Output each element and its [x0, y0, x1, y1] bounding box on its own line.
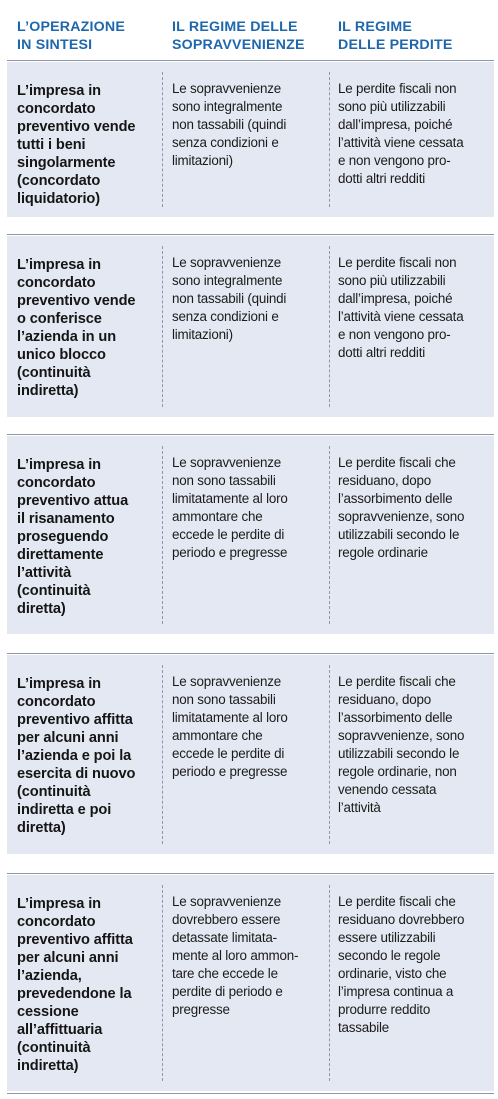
- cell-line: preventivo affitta: [17, 712, 133, 728]
- cell-line: l’attività viene cessata: [338, 135, 464, 150]
- cell-line: utilizzabili secondo le: [338, 746, 460, 761]
- row-separator: [7, 60, 494, 61]
- cell-sopravvenienze: [172, 254, 332, 344]
- cell-line: senza condizioni e: [172, 135, 279, 150]
- table-header: [7, 0, 494, 62]
- cell-line: preventivo vende: [17, 293, 136, 309]
- table-row: [7, 875, 494, 1091]
- cell-line: sono più utilizzabili: [338, 99, 446, 114]
- cell-line: l’attività: [338, 800, 381, 815]
- cell-line: ordinarie, visto che: [338, 966, 447, 981]
- cell-line: l’attività: [17, 565, 72, 581]
- cell-line: tare che eccede le: [172, 966, 278, 981]
- cell-line: direttamente: [17, 547, 104, 563]
- cell-line: (continuità: [17, 365, 91, 381]
- cell-line: detassate limitata-: [172, 930, 277, 945]
- cell-line: senza condizioni e: [172, 309, 279, 324]
- cell-line: Le perdite fiscali che: [338, 455, 456, 470]
- cell-line: indiretta): [17, 383, 79, 399]
- cell-line: (continuità: [17, 784, 91, 800]
- cell-line: il risanamento: [17, 511, 115, 527]
- cell-line: perdite di periodo e: [172, 984, 283, 999]
- cell-line: proseguendo: [17, 529, 109, 545]
- cell-line: diretta): [17, 601, 66, 617]
- cell-line: (concordato: [17, 173, 101, 189]
- cell-sopravvenienze: [172, 893, 332, 1019]
- cell-line: l’azienda e poi la: [17, 748, 132, 764]
- cell-line: l’azienda,: [17, 968, 82, 984]
- cell-operazione: [17, 456, 159, 618]
- header-perdite: [338, 18, 488, 54]
- cell-line: tutti i beni: [17, 137, 86, 153]
- table-row: [7, 655, 494, 854]
- cell-line: indiretta e poi: [17, 802, 112, 818]
- header-line: IL REGIME DELLE: [172, 19, 298, 35]
- cell-line: Le perdite fiscali non: [338, 81, 457, 96]
- cell-line: per alcuni anni: [17, 950, 119, 966]
- cell-perdite: [338, 454, 488, 562]
- cell-line: periodo e pregresse: [172, 764, 288, 779]
- cell-line: concordato: [17, 275, 96, 291]
- cell-line: dotti altri redditi: [338, 171, 425, 186]
- cell-line: non sono tassabili: [172, 473, 276, 488]
- cell-line: ammontare che: [172, 509, 263, 524]
- cell-line: essere utilizzabili: [338, 930, 436, 945]
- cell-line: limitazioni): [172, 153, 233, 168]
- cell-line: regole ordinarie, non: [338, 764, 457, 779]
- cell-line: Le sopravvenienze: [172, 81, 282, 96]
- cell-line: secondo le regole: [338, 948, 441, 963]
- cell-line: non sono tassabili: [172, 692, 276, 707]
- cell-line: L’impresa in: [17, 896, 101, 912]
- cell-line: (continuità: [17, 1040, 91, 1056]
- cell-line: periodo e pregresse: [172, 545, 288, 560]
- cell-line: (continuità: [17, 583, 91, 599]
- cell-sopravvenienze: [172, 454, 332, 562]
- cell-line: e non vengono pro-: [338, 327, 451, 342]
- cell-perdite: [338, 254, 488, 362]
- cell-line: L’impresa in: [17, 457, 101, 473]
- cell-line: residuano, dopo: [338, 692, 432, 707]
- cell-line: sopravvenienze, sono: [338, 728, 465, 743]
- column-divider: [162, 446, 163, 624]
- cell-line: l’assorbimento delle: [338, 710, 453, 725]
- cell-line: cessione: [17, 1004, 79, 1020]
- cell-line: concordato: [17, 694, 96, 710]
- column-divider: [162, 72, 163, 207]
- row-separator: [7, 873, 494, 874]
- cell-line: concordato: [17, 914, 96, 930]
- cell-line: diretta): [17, 820, 66, 836]
- row-separator: [7, 234, 494, 235]
- cell-line: preventivo vende: [17, 119, 136, 135]
- cell-line: produrre reddito: [338, 1002, 431, 1017]
- header-line: L’OPERAZIONE: [17, 19, 126, 35]
- cell-line: sono integralmente: [172, 99, 283, 114]
- cell-line: residuano, dopo: [338, 473, 432, 488]
- cell-line: indiretta): [17, 1058, 79, 1074]
- table-row: [7, 62, 494, 217]
- cell-line: eccede le perdite di: [172, 746, 285, 761]
- cell-line: residuano dovrebbero: [338, 912, 465, 927]
- cell-line: Le perdite fiscali che: [338, 894, 456, 909]
- cell-perdite: [338, 673, 488, 817]
- cell-line: dall’impresa, poiché: [338, 291, 453, 306]
- cell-line: Le sopravvenienze: [172, 894, 282, 909]
- header-line: DELLE PERDITE: [338, 37, 453, 53]
- cell-line: Le sopravvenienze: [172, 255, 282, 270]
- cell-line: Le sopravvenienze: [172, 455, 282, 470]
- column-divider: [162, 885, 163, 1081]
- cell-line: singolarmente: [17, 155, 116, 171]
- table-row: [7, 236, 494, 417]
- header-line: IN SINTESI: [17, 37, 93, 53]
- cell-line: l’attività viene cessata: [338, 309, 464, 324]
- cell-line: concordato: [17, 475, 96, 491]
- cell-line: l’impresa continua a: [338, 984, 454, 999]
- cell-line: limitazioni): [172, 327, 233, 342]
- cell-line: dall’impresa, poiché: [338, 117, 453, 132]
- cell-line: mente al loro ammon-: [172, 948, 299, 963]
- cell-operazione: [17, 82, 159, 208]
- cell-line: Le perdite fiscali che: [338, 674, 456, 689]
- cell-line: sono integralmente: [172, 273, 283, 288]
- cell-line: per alcuni anni: [17, 730, 119, 746]
- column-divider: [162, 665, 163, 844]
- cell-line: l’azienda in un: [17, 329, 117, 345]
- cell-line: dovrebbero essere: [172, 912, 281, 927]
- cell-line: ammontare che: [172, 728, 263, 743]
- cell-line: e non vengono pro-: [338, 153, 451, 168]
- cell-line: tassabile: [338, 1020, 390, 1035]
- cell-line: prevedendone la: [17, 986, 132, 1002]
- cell-line: liquidatorio): [17, 191, 101, 207]
- header-operazione: [17, 18, 157, 54]
- header-sopravvenienze: [172, 18, 332, 54]
- header-line: IL REGIME: [338, 19, 413, 35]
- cell-line: pregresse: [172, 1002, 230, 1017]
- cell-line: eccede le perdite di: [172, 527, 285, 542]
- cell-line: regole ordinarie: [338, 545, 428, 560]
- cell-line: preventivo affitta: [17, 932, 133, 948]
- cell-line: L’impresa in: [17, 257, 101, 273]
- cell-line: sono più utilizzabili: [338, 273, 446, 288]
- cell-line: venendo cessata: [338, 782, 437, 797]
- cell-line: all’affittuaria: [17, 1022, 103, 1038]
- header-line: SOPRAVVENIENZE: [172, 37, 305, 53]
- cell-line: dotti altri redditi: [338, 345, 425, 360]
- cell-sopravvenienze: [172, 80, 332, 170]
- cell-line: concordato: [17, 101, 96, 117]
- cell-line: o conferisce: [17, 311, 102, 327]
- cell-line: L’impresa in: [17, 83, 101, 99]
- cell-line: non tassabili (quindi: [172, 291, 287, 306]
- cell-line: Le sopravvenienze: [172, 674, 282, 689]
- cell-line: esercita di nuovo: [17, 766, 136, 782]
- cell-operazione: [17, 895, 159, 1075]
- cell-perdite: [338, 893, 488, 1037]
- row-separator: [7, 653, 494, 654]
- cell-line: utilizzabili secondo le: [338, 527, 460, 542]
- row-separator: [7, 434, 494, 435]
- cell-line: Le perdite fiscali non: [338, 255, 457, 270]
- table-row: [7, 436, 494, 634]
- cell-line: unico blocco: [17, 347, 106, 363]
- cell-line: sopravvenienze, sono: [338, 509, 465, 524]
- row-separator: [7, 1093, 494, 1094]
- column-divider: [162, 246, 163, 407]
- cell-line: limitatamente al loro: [172, 710, 288, 725]
- cell-line: non tassabili (quindi: [172, 117, 287, 132]
- cell-sopravvenienze: [172, 673, 332, 781]
- cell-line: preventivo attua: [17, 493, 129, 509]
- cell-line: limitatamente al loro: [172, 491, 288, 506]
- cell-line: l’assorbimento delle: [338, 491, 453, 506]
- cell-perdite: [338, 80, 488, 188]
- cell-operazione: [17, 675, 159, 837]
- cell-operazione: [17, 256, 159, 400]
- cell-line: L’impresa in: [17, 676, 101, 692]
